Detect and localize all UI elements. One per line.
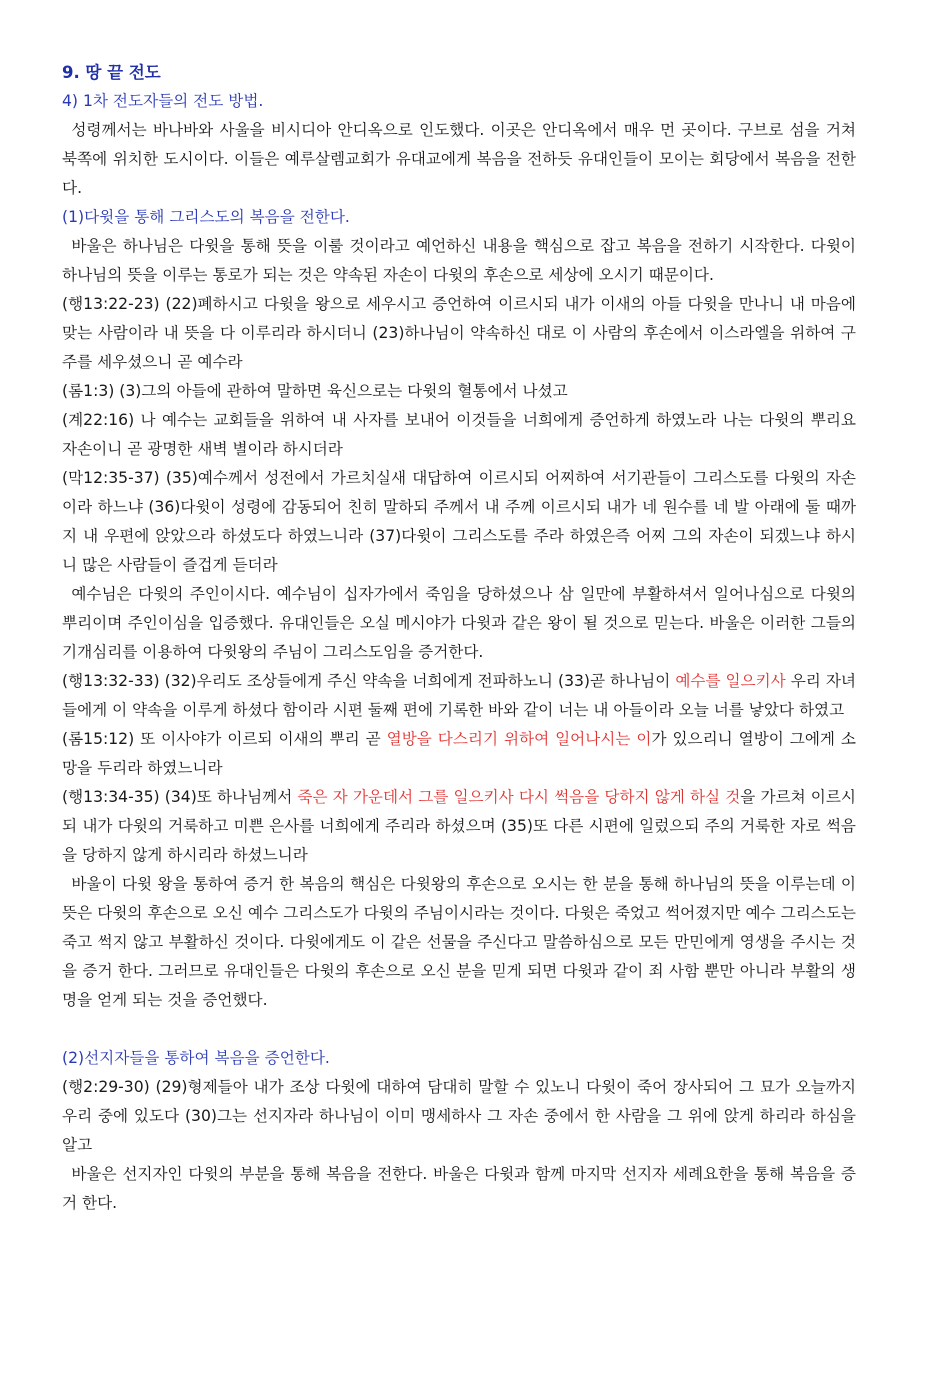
verse-acts13-32 (62, 667, 856, 725)
document-page (62, 58, 856, 1218)
section-title: 9. 땅 끝 전도 (62, 63, 161, 82)
paragraph-5: 바울은 선지자인 다윗의 부분을 통해 복음을 전한다. 바울은 다윗과 함께 마지막 선지자 세례요한을 통해 복음을 증거 한다. (62, 1165, 856, 1212)
point-heading-1: (1)다윗을 통해 그리스도의 복음을 전한다. (62, 208, 350, 226)
highlighted-text: 예수를 일으키사 (675, 672, 786, 690)
paragraph-3: 예수님은 다윗의 주인이시다. 예수님이 십자가에서 죽임을 당하셨으나 삼 일만에 부활하셔서 일어나심으로 다윗의 뿌리이며 주인이심을 입증했다. 유대인들은 오실 메시야가 다윗과 같은 왕이 될 것으로 믿는다. 바울은 이러한 그들의 기개심리를 이용하여 다윗왕의 주님이 그리스도임을 증거한다. (62, 585, 856, 661)
verse-acts13-22: (행13:22-23) (22)폐하시고 다윗을 왕으로 세우시고 증언하여 이르시되 내가 이새의 아들 다윗을 만나니 내 마음에 맞는 사람이라 내 뜻을 다 이루리라 하시더니 (23)하나님이 약속하신 대로 이 사람의 후손에서 이스라엘을 위하여 구주를 세우셨으니 곧 예수라 (62, 295, 856, 371)
highlighted-text: 죽은 자 가운데서 그를 일으키사 다시 썩음을 당하지 않게 하실 것 (297, 788, 741, 806)
verse-text: 가 있으리니 열방이 그에게 소망을 두리라 하였느니라 (62, 730, 856, 777)
paragraph-2: 바울은 하나님은 다윗을 통해 뜻을 이룰 것이라고 예언하신 내용을 핵심으로 잡고 복음을 전하기 시작한다. 다윗이 하나님의 뜻을 이루는 통로가 되는 것은 약속된 자손이 다윗의 후손으로 세상에 오시기 때문이다. (62, 237, 856, 284)
verse-text: 우리 자녀들에게 이 약속을 이루게 하셨다 함이라 시편 둘째 편에 기록한 바와 같이 너는 내 아들이라 오늘 너를 낳았다 하였고 (62, 672, 856, 719)
verse-text: 을 가르쳐 이르시되 내가 다윗의 거룩하고 미쁜 은사를 너희에게 주리라 하셨으며 (35)또 다른 시편에 일렀으되 주의 거룩한 자로 썩음을 당하지 않게 하시리라 하셨느니라 (62, 788, 856, 864)
intro-paragraph: 성령께서는 바나바와 사울을 비시디아 안디옥으로 인도했다. 이곳은 안디옥에서 매우 먼 곳이다. 구브로 섬을 거쳐 북쪽에 위치한 도시이다. 이들은 예루살렘교회가 유대교에게 복음을 전하듯 유대인들이 모이는 회당에서 복음을 전한다. (62, 121, 856, 197)
verse-text: (행13:32-33) (32)우리도 조상들에게 주신 약속을 너희에게 전파하노니 (33)곧 하나님이 (62, 672, 676, 690)
verse-mark12-35: (막12:35-37) (35)예수께서 성전에서 가르치실새 대답하여 이르시되 어찌하여 서기관들이 그리스도를 다윗의 자손이라 하느냐 (36)다윗이 성령에 감동되어 친히 말하되 주께서 내 주께 이르시되 내가 네 원수를 네 발 아래에 둘 때까지 내 우편에 앉았으라 하셨도다 하였느니라 (37)다윗이 그리스도를 주라 하였은즉 어찌 그의 자손이 되겠느냐 하시니 많은 사람들이 즐겁게 듣더라 (62, 469, 856, 574)
verse-acts2-29: (행2:29-30) (29)형제들아 내가 조상 다윗에 대하여 담대히 말할 수 있노니 다윗이 죽어 장사되어 그 묘가 오늘까지 우리 중에 있도다 (30)그는 선지자라 하나님이 이미 맹세하사 그 자손 중에서 한 사람을 그 위에 앉게 하리라 하심을 알고 (62, 1078, 856, 1154)
verse-text: (행13:34-35) (34)또 하나님께서 (62, 788, 298, 806)
paragraph-4: 바울이 다윗 왕을 통하여 증거 한 복음의 핵심은 다윗왕의 후손으로 오시는 한 분을 통해 하나님의 뜻을 이루는데 이 뜻은 다윗의 후손으로 오신 예수 그리스도가 다윗의 주님이시라는 것이다. 다윗은 죽었고 썩어졌지만 예수 그리스도는 죽고 썩지 않고 부활하신 것이다. 다윗에게도 이 같은 선물을 주신다고 말씀하심으로 모든 만민에게 영생을 주시는 것을 증거 한다. 그러므로 유대인들은 다윗의 후손으로 오신 분을 믿게 되면 다윗과 같이 죄 사함 뿐만 아니라 부활의 생명을 얻게 되는 것을 증언했다. (62, 875, 856, 1009)
subsection-heading: 4) 1차 전도자들의 전도 방법. (62, 92, 264, 110)
verse-text: (롬15:12) 또 이사야가 이르되 이새의 뿌리 곧 (62, 730, 387, 748)
verse-rom15-12 (62, 725, 856, 783)
highlighted-text: 열방을 다스리기 위하여 일어나시는 이 (386, 730, 652, 748)
verse-rom1-3: (롬1:3) (3)그의 아들에 관하여 말하면 육신으로는 다윗의 혈통에서 나셨고 (62, 382, 568, 400)
verse-rev22-16: (계22:16) 나 예수는 교회들을 위하여 내 사자를 보내어 이것들을 너희에게 증언하게 하였노라 나는 다윗의 뿌리요 자손이니 곧 광명한 새벽 별이라 하시더라 (62, 411, 856, 458)
verse-acts13-34 (62, 783, 856, 870)
spacer (62, 1015, 856, 1044)
point-heading-2: (2)선지자들을 통하여 복음을 증언한다. (62, 1049, 330, 1067)
